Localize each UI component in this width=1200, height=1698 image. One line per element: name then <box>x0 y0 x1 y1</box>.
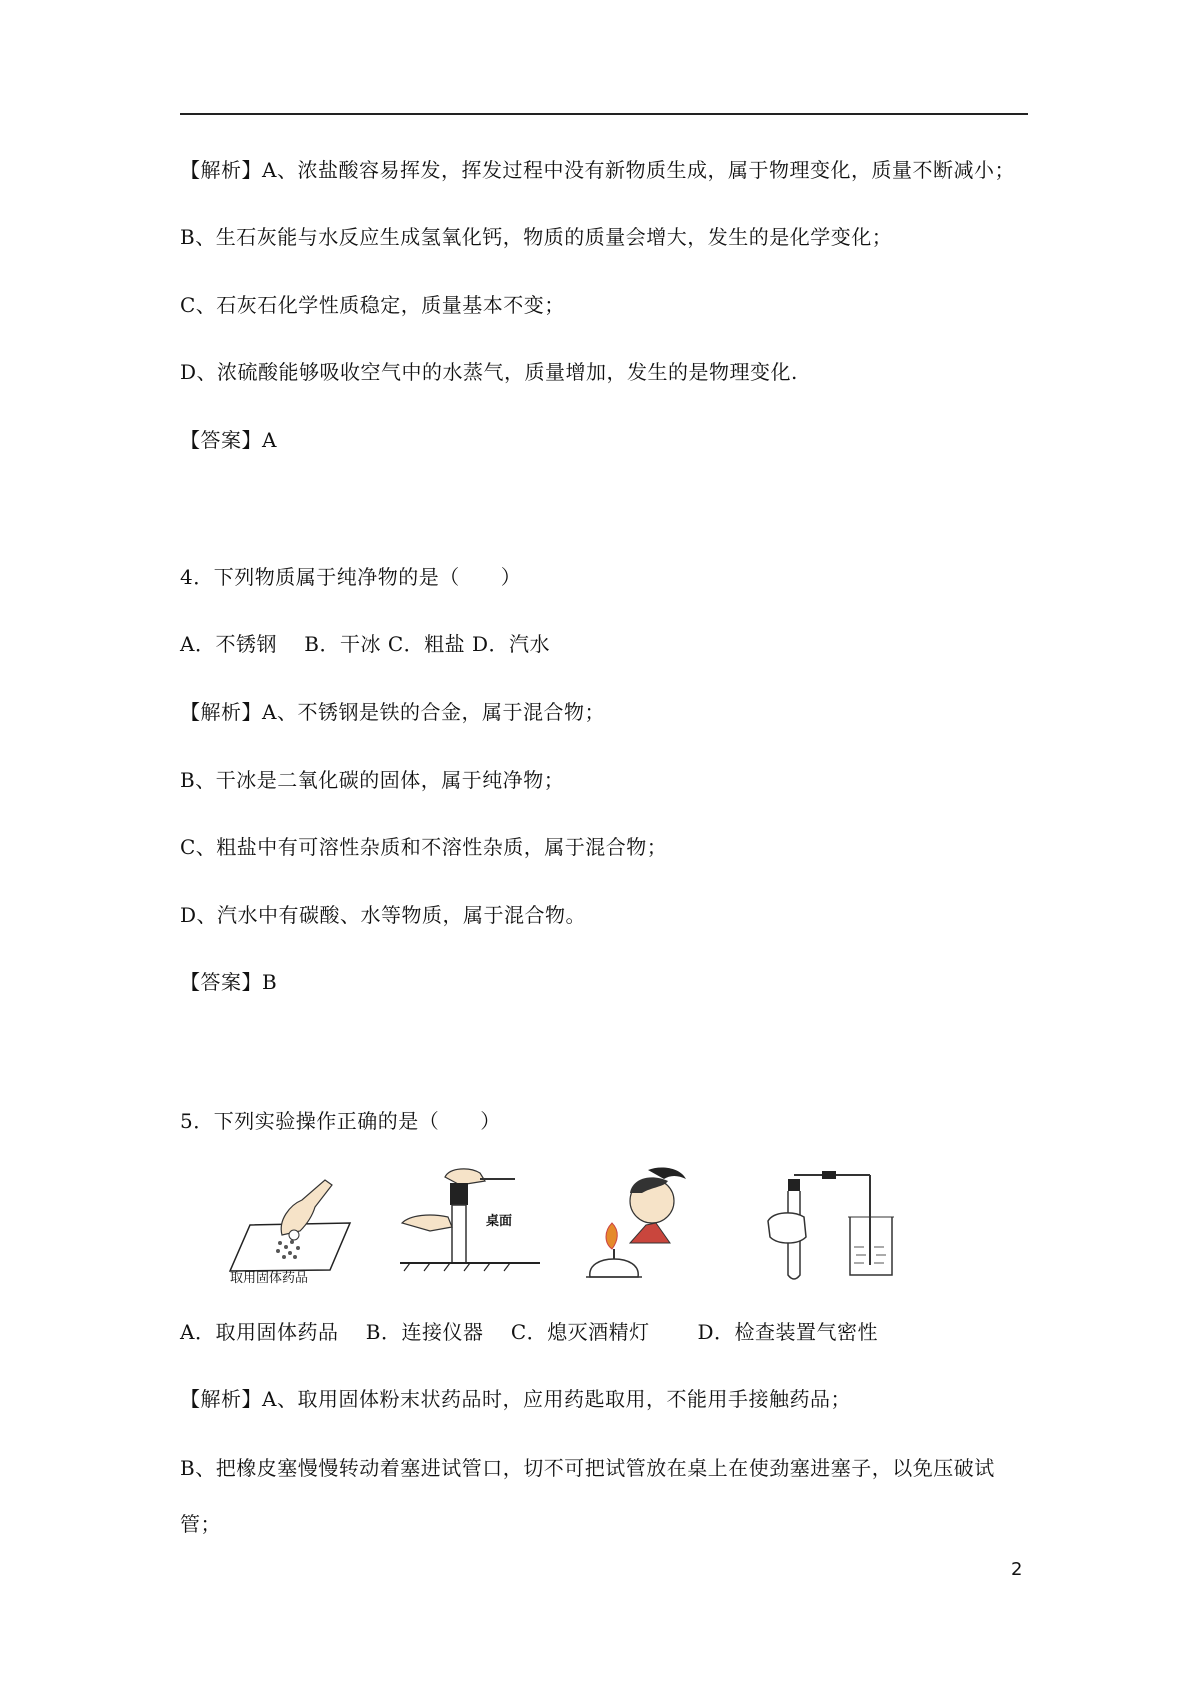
q4-analysis-c: C、粗盐中有可溶性杂质和不溶性杂质，属于混合物； <box>180 835 668 859</box>
q3-analysis-d: D、浓硫酸能够吸收空气中的水蒸气，质量增加，发生的是物理变化. <box>180 360 798 384</box>
header-rule <box>180 113 1028 115</box>
page-number: 2 <box>1011 1559 1023 1580</box>
q5-analysis-a: 【解析】A、取用固体粉末状药品时，应用药匙取用，不能用手接触药品； <box>180 1387 851 1411</box>
q3-answer: 【答案】A <box>180 428 277 452</box>
q4-analysis-d: D、汽水中有碳酸、水等物质，属于混合物。 <box>180 903 587 927</box>
figure-extinguish-lamp <box>560 1165 730 1285</box>
q5-options: A．取用固体药品 B．连接仪器 C．熄灭酒精灯 D．检查装置气密性 <box>180 1320 879 1344</box>
q4-question: 4．下列物质属于纯净物的是（ ） <box>180 565 522 589</box>
q4-analysis-b: B、干冰是二氧化碳的固体，属于纯净物； <box>180 768 565 792</box>
q4-analysis-a: 【解析】A、不锈钢是铁的合金，属于混合物； <box>180 700 605 724</box>
q5-question: 5．下列实验操作正确的是（ ） <box>180 1109 501 1133</box>
figure-check-airtight <box>760 1165 910 1285</box>
q5-figures <box>220 1165 1000 1290</box>
q3-analysis-c: C、石灰石化学性质稳定，质量基本不变； <box>180 293 565 317</box>
figure-b-label: 桌面 <box>486 1214 513 1229</box>
figure-connect-instrument <box>390 1165 540 1285</box>
q3-analysis-a: 【解析】A、浓盐酸容易挥发，挥发过程中没有新物质生成，属于物理变化，质量不断减小； <box>180 158 1015 182</box>
q3-analysis-b: B、生石灰能与水反应生成氢氧化钙，物质的质量会增大，发生的是化学变化； <box>180 225 893 249</box>
q4-options: A．不锈钢 B．干冰 C．粗盐 D．汽水 <box>180 632 551 656</box>
q4-answer: 【答案】B <box>180 970 278 994</box>
q5-analysis-b: B、把橡皮塞慢慢转动着塞进试管口，切不可把试管放在桌上在使劲塞进塞子，以免压破试管； <box>180 1456 995 1536</box>
figure-a-label: 取用固体药品 <box>230 1271 309 1285</box>
figure-take-solid <box>220 1165 370 1285</box>
